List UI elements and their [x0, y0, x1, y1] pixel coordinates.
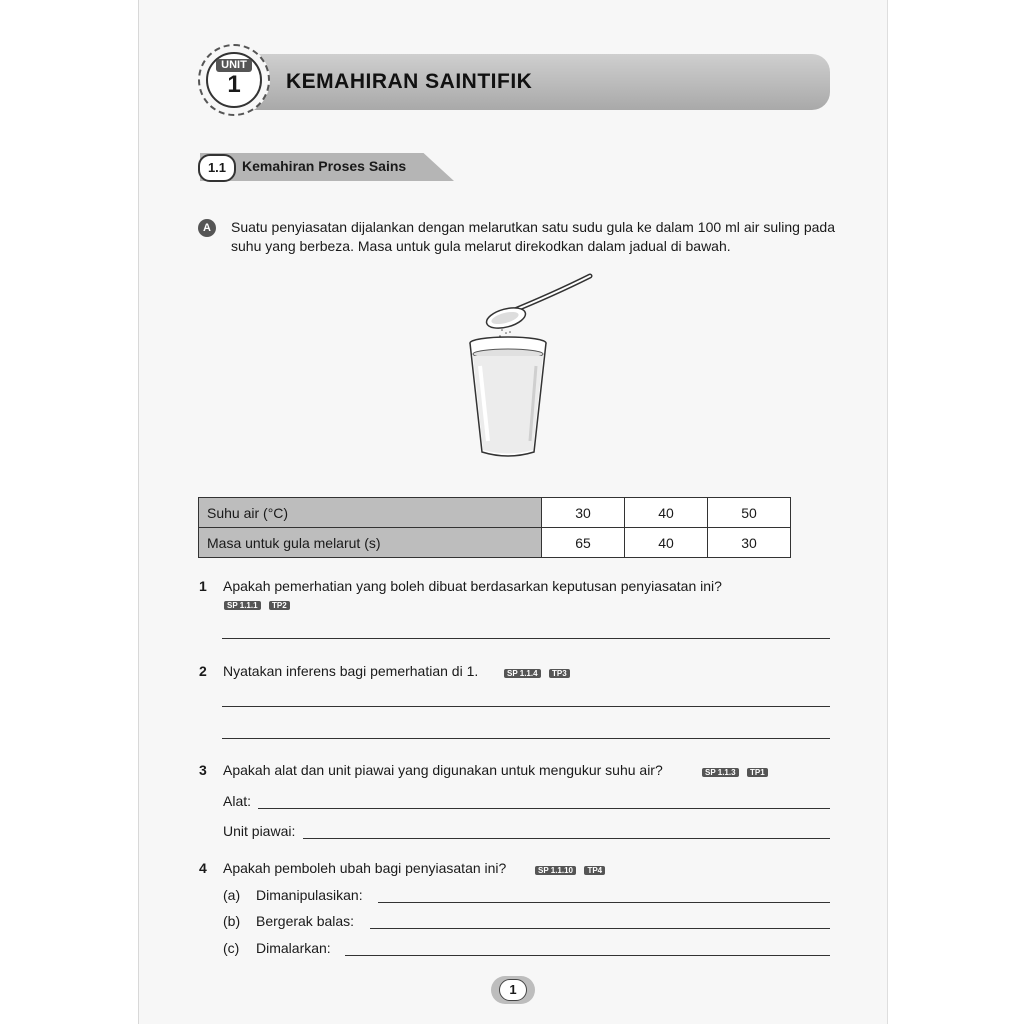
- unit-badge-inner: [206, 52, 262, 108]
- answer-line-responding[interactable]: [370, 928, 830, 929]
- answer-line[interactable]: [222, 706, 830, 707]
- answer-line-alat[interactable]: [258, 808, 830, 809]
- field-label-unit-piawai: Unit piawai:: [223, 823, 296, 839]
- sp-tag: SP 1.1.4: [504, 669, 541, 678]
- part-c-letter: (c): [223, 940, 240, 956]
- answer-line[interactable]: [222, 738, 830, 739]
- table-row: [199, 528, 791, 558]
- table-cell: 40: [625, 498, 708, 528]
- unit-title: KEMAHIRAN SAINTIFIK: [286, 70, 533, 93]
- field-label-alat: Alat:: [223, 793, 252, 809]
- table-cell: 40: [625, 528, 708, 558]
- spoon-icon: [484, 276, 590, 332]
- intro-badge: A: [198, 219, 216, 237]
- question-1-text: Apakah pemerhatian yang boleh dibuat berdasarkan keputusan penyiasatan ini?: [223, 578, 722, 594]
- intro-text: Suatu penyiasatan dijalankan dengan melarutkan satu sudu gula ke dalam 100 ml air suling pada suhu yang berbeza. Masa untuk gula melarut direkodkan dalam jadual di bawah.: [231, 219, 835, 254]
- tp-tag: TP4: [584, 866, 605, 875]
- question-4-tags: [531, 862, 605, 880]
- question-2-number: 2: [199, 663, 207, 679]
- table-cell: 30: [542, 498, 625, 528]
- question-2-text: Nyatakan inferens bagi pemerhatian di 1.: [223, 663, 479, 679]
- row-header: Suhu air (°C): [199, 498, 542, 528]
- question-3-tags: [698, 764, 768, 782]
- part-a-letter: (a): [223, 887, 241, 903]
- page-number: 1: [499, 979, 527, 1001]
- sp-tag: SP 1.1.1: [224, 601, 261, 610]
- unit-word: UNIT: [216, 59, 252, 72]
- data-table: [198, 497, 791, 558]
- question-4-number: 4: [199, 860, 207, 876]
- page-number-badge: [491, 976, 535, 1004]
- sp-tag: SP 1.1.3: [702, 768, 739, 777]
- question-3-text: Apakah alat dan unit piawai yang digunakan untuk mengukur suhu air?: [223, 762, 663, 778]
- question-2-tags: [500, 665, 570, 683]
- glass-spoon-illustration: [460, 266, 610, 466]
- section-title: Kemahiran Proses Sains: [242, 158, 407, 174]
- table-cell: 65: [542, 528, 625, 558]
- sp-tag: SP 1.1.10: [535, 866, 576, 875]
- tp-tag: TP2: [269, 601, 290, 610]
- section-number: 1.1: [198, 154, 236, 182]
- table-cell: 30: [708, 528, 791, 558]
- answer-line-constant[interactable]: [345, 955, 830, 956]
- table-cell: 50: [708, 498, 791, 528]
- question-1-number: 1: [199, 578, 207, 594]
- tp-tag: TP1: [747, 768, 768, 777]
- answer-line-unit-piawai[interactable]: [303, 838, 830, 839]
- question-1-tags: [220, 597, 290, 615]
- question-3-number: 3: [199, 762, 207, 778]
- tp-tag: TP3: [549, 669, 570, 678]
- part-b-letter: (b): [223, 913, 241, 929]
- part-c-label: Dimalarkan:: [256, 940, 331, 956]
- answer-line[interactable]: [222, 638, 830, 639]
- unit-number: 1: [227, 71, 241, 98]
- row-header: Masa untuk gula melarut (s): [199, 528, 542, 558]
- part-b-label: Bergerak balas:: [256, 913, 355, 929]
- glass-icon: [470, 337, 546, 456]
- unit-badge: [198, 44, 270, 116]
- part-a-label: Dimanipulasikan:: [256, 887, 363, 903]
- answer-line-manipulated[interactable]: [378, 902, 830, 903]
- question-4-text: Apakah pemboleh ubah bagi penyiasatan ini?: [223, 860, 507, 876]
- table-row: [199, 498, 791, 528]
